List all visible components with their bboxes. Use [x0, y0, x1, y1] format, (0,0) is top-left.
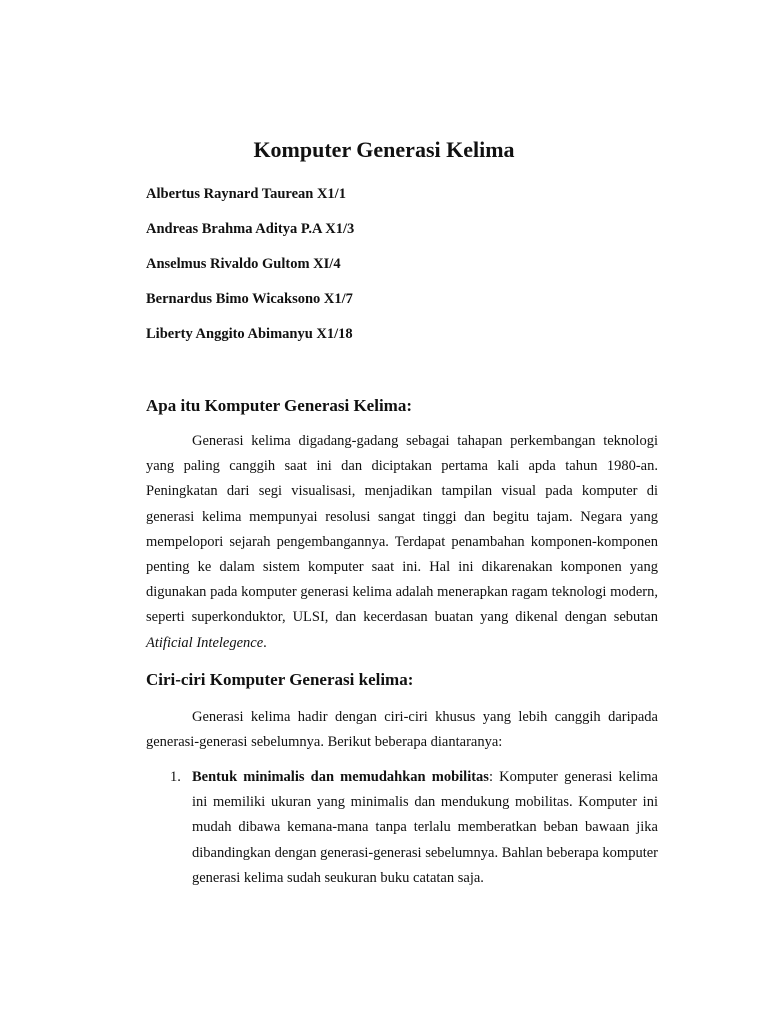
- paragraph-text: Generasi kelima digadang-gadang sebagai tahapan perkembangan teknologi yang paling canggih saat ini dan diciptakan pertama kali apda tahun 1980-an. Peningkatan dari segi visualisasi, menjadikan tampilan visual pada komputer di generasi kelima mempunyai resolusi sangat tinggi dan begitu tajam. Negara yang mempelopori sejarah pengembangannya. Terdapat penambahan komponen-komponen penting ke dalam sistem komputer saat ini. Hal ini dikarenakan komponen yang digunakan pada komputer generasi kelima adalah menerapkan ragam teknologi modern, seperti superkonduktor, ULSI, dan kecerdasan buatan yang dikenal dengan sebutan: [146, 433, 658, 626]
- section-intro-paragraph: Generasi kelima hadir dengan ciri-ciri khusus yang lebih canggih daripada generasi-generasi sebelumnya. Berikut beberapa diantaranya:: [146, 709, 658, 751]
- author-line: Anselmus Rivaldo Gultom XI/4: [146, 256, 341, 272]
- section-paragraph: [146, 429, 658, 656]
- italic-term: Atificial Intelegence: [146, 634, 264, 651]
- list-number: 1.: [170, 769, 181, 785]
- author-line: Bernardus Bimo Wicaksono X1/7: [146, 291, 353, 307]
- author-line: Albertus Raynard Taurean X1/1: [146, 186, 346, 202]
- author-line: Liberty Anggito Abimanyu X1/18: [146, 326, 353, 342]
- section-heading-apa-itu: Apa itu Komputer Generasi Kelima:: [146, 396, 412, 415]
- list-item-bold-term: Bentuk minimalis dan memudahkan mobilitas: [192, 769, 489, 785]
- list-item-description: : Komputer generasi kelima ini memiliki ukuran yang minimalis dan mendukung mobilitas. Komputer ini mudah dibawa kemana-mana tanpa terlalu memberatkan beban bawaan jika dibandingkan dengan generasi-generasi sebelumnya. Bahlan beberapa komputer generasi kelima sudah seukuran buku catatan saja.: [192, 769, 658, 886]
- list-item-text: [192, 765, 658, 891]
- section-heading-ciri-ciri: Ciri-ciri Komputer Generasi kelima:: [146, 670, 414, 689]
- author-line: Andreas Brahma Aditya P.A X1/3: [146, 221, 355, 237]
- document-title: Komputer Generasi Kelima: [253, 137, 515, 162]
- paragraph-end: .: [263, 634, 267, 651]
